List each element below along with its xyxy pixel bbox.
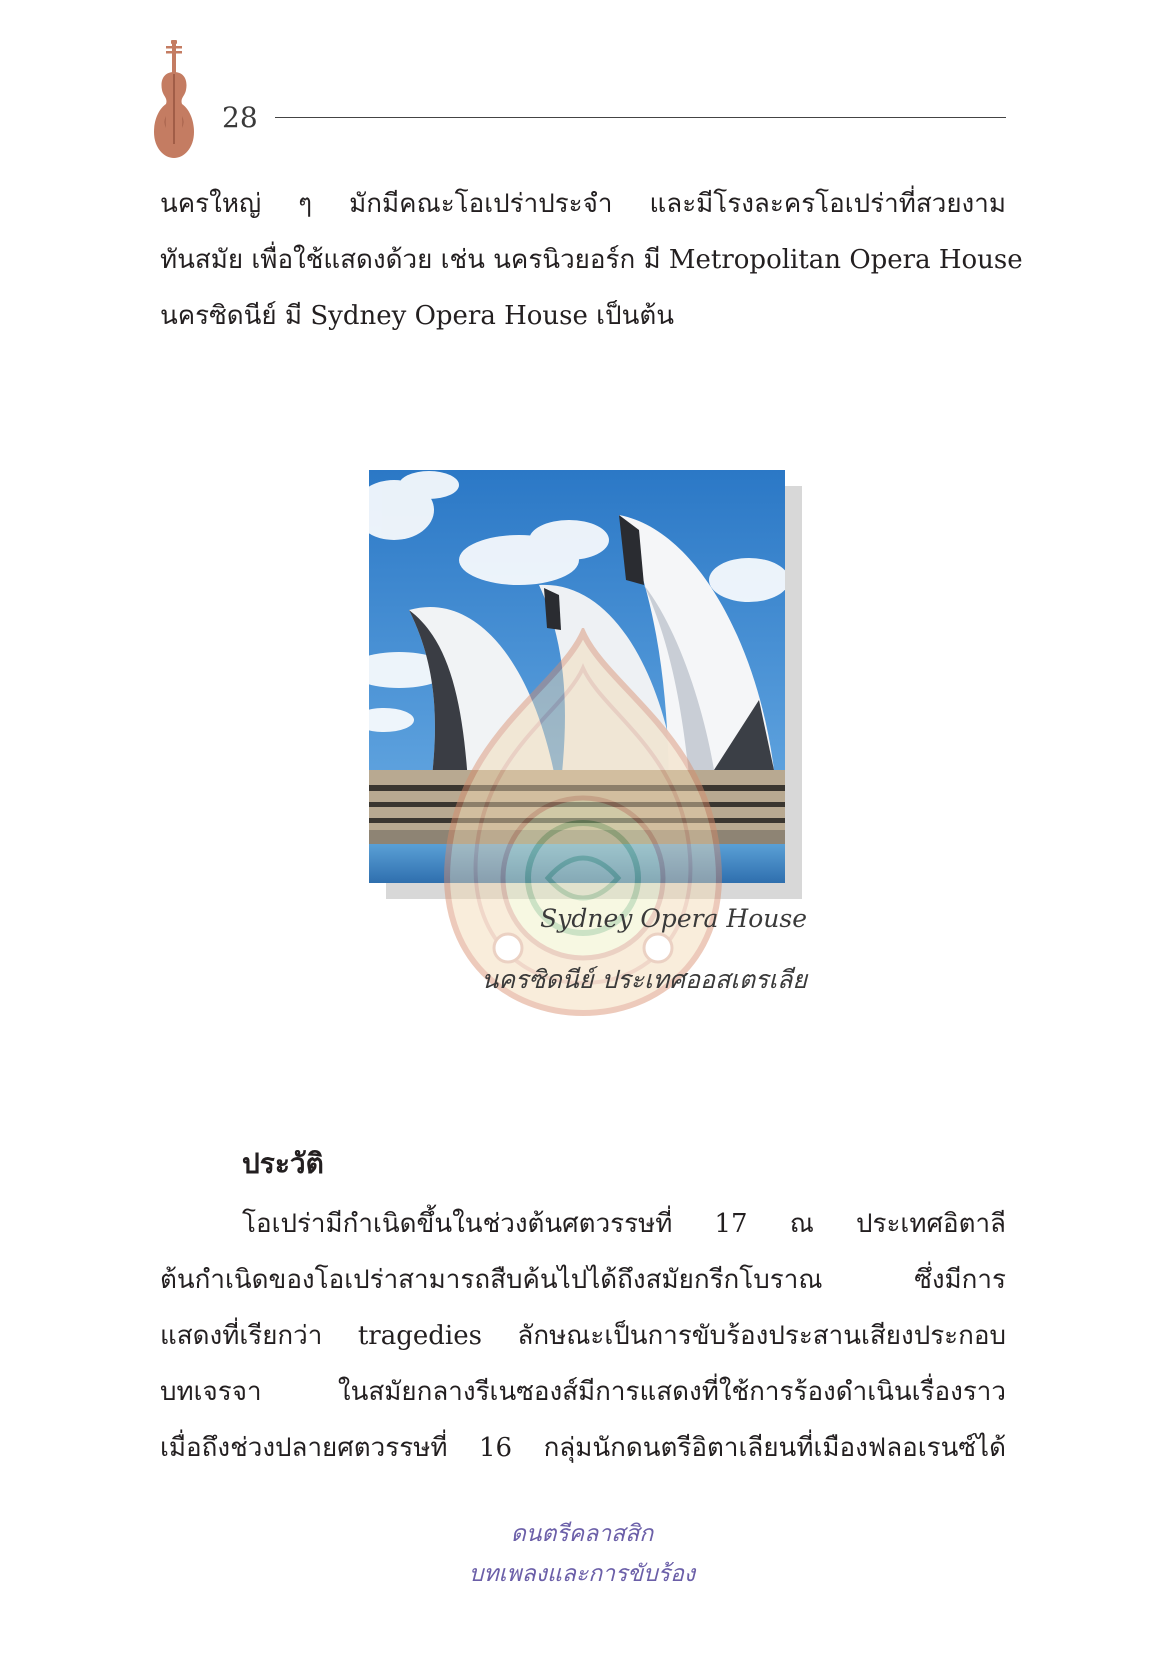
intro-paragraph [160,176,1023,344]
history-line: บทเจรจา ในสมัยกลางรีเนซองส์มีการแสดงที่ใช้การร้องดำเนินเรื่องราว [160,1377,1006,1407]
footer-book-title: ดนตรีคลาสสิก [510,1521,654,1547]
intro-line: ทันสมัย เพื่อใช้แสดงด้วย เช่น นครนิวยอร์ก มี Metropolitan Opera House [160,245,1023,275]
intro-line: นครซิดนีย์ มี Sydney Opera House เป็นต้น [160,301,674,331]
section-heading: ประวัติ [242,1147,324,1180]
photo-caption-title: Sydney Opera House [540,904,807,933]
intro-line: นครใหญ่ ๆ มักมีคณะโอเปร่าประจำ และมีโรงละครโอเปร่าที่สวยงาม [160,189,1006,219]
photo-caption-location: นครซิดนีย์ ประเทศออสเตรเลีย [481,965,807,994]
page-number: 28 [222,101,258,134]
footer-chapter-title: บทเพลงและการขับร้อง [468,1561,696,1587]
header-rule [275,117,1006,118]
history-paragraph [160,1196,1006,1476]
history-line: โอเปร่ามีกำเนิดขึ้นในช่วงต้นศตวรรษที่ 17 ณ ประเทศอิตาลี [242,1209,1006,1239]
history-line: ต้นกำเนิดของโอเปร่าสามารถสืบค้นไปได้ถึงสมัยกรีกโบราณ ซึ่งมีการ [160,1265,1006,1295]
violin-icon [152,38,196,162]
history-line: เมื่อถึงช่วงปลายศตวรรษที่ 16 กลุ่มนักดนตรีอิตาเลียนที่เมืองฟลอเรนซ์ได้ [160,1433,1006,1463]
history-line: แสดงที่เรียกว่า tragedies ลักษณะเป็นการขับร้องประสานเสียงประกอบ [160,1321,1006,1351]
